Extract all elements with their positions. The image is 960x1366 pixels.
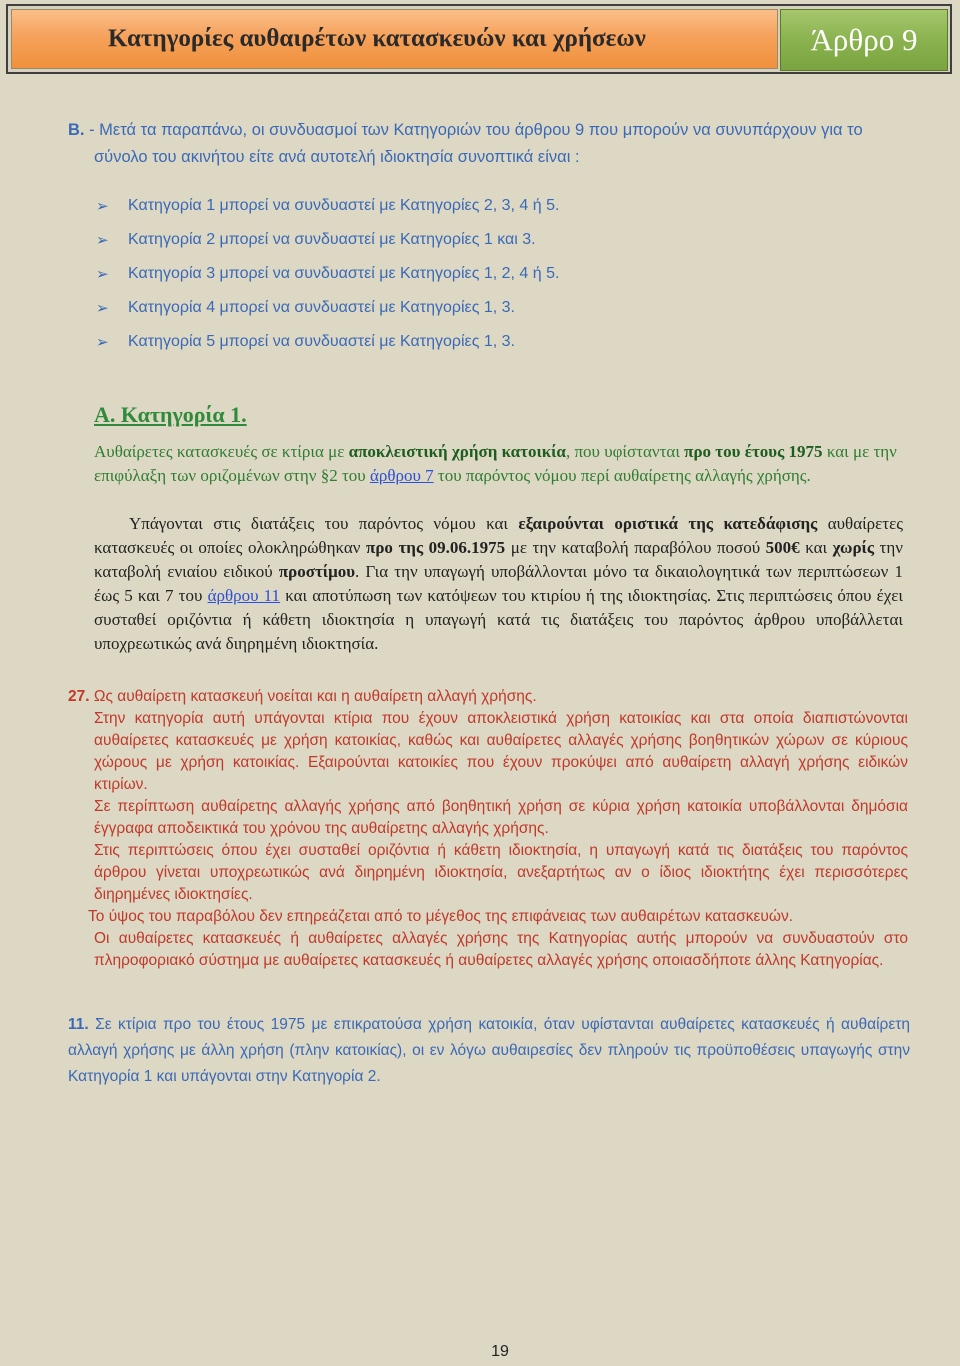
page-number: 19 [491, 1343, 509, 1360]
category-definition-paragraph [94, 440, 914, 488]
note-number: 27. [68, 688, 90, 705]
text-run: την καταβολή ενιαίου ειδικού [94, 538, 903, 581]
bold-run: εξαιρούνται οριστικά της κατεδάφισης [518, 514, 818, 533]
text-run: αυθαίρετες κατασκευές οι οποίες ολοκληρώθηκαν [94, 514, 903, 557]
document-title-text: Κατηγορίες αυθαιρέτων κατασκευών και χρήσεων [108, 25, 646, 52]
note-text: Σε κτίρια προ του έτους 1975 με επικρατούσα χρήση κατοικία, όταν υφίστανται αυθαίρετες κατασκευές ή αυθαίρετη αλλαγή χρήσης με άλλη χρήση (πλην κατοικίας), οι εν λόγω αυθαιρεσίες δεν πληρούν τις προϋποθέσεις υπαγωγής στην Κατηγορία 1 και υπάγονται στην Κατηγορία 2. [68, 1016, 910, 1085]
arrow-bullet-icon: ➢ [96, 266, 109, 283]
list-item-text: Κατηγορία 5 μπορεί να συνδυαστεί με Κατηγορίες 1, 3. [128, 333, 515, 350]
list-item-text: Κατηγορία 2 μπορεί να συνδυαστεί με Κατηγορίες 1 και 3. [128, 231, 536, 248]
combination-list [96, 189, 916, 359]
article-11-link[interactable]: άρθρου 11 [207, 586, 281, 605]
text-run: και αποτύπωση των κατόψεων του κτιρίου ή της ιδιοκτησίας. Στις περιπτώσεις όπου έχει συσταθεί οριζόντια ή κάθετη ιδιοκτησία η υπαγωγή κατά τις διατάξεις του παρόντος άρθρου υποβάλλεται υποχρεωτικώς ανά διηρημένη ιδιοκτησία. [94, 586, 903, 653]
text-run: . Για την υπαγωγή υποβάλλονται μόνο τα δικαιολογητικά των περιπτώσεων 1 έως 5 και 7 του [94, 562, 903, 605]
text-run: Αυθαίρετες κατασκευές σε κτίρια με [94, 442, 349, 461]
note-number: 11. [68, 1016, 89, 1033]
arrow-bullet-icon: ➢ [96, 300, 109, 317]
arrow-bullet-icon: ➢ [96, 198, 109, 215]
bold-run: προ του έτους 1975 [684, 442, 823, 461]
document-title [11, 9, 778, 69]
bold-run: προ της 09.06.1975 [366, 538, 506, 557]
text-run: του παρόντος νόμου περί αυθαίρετης αλλαγής χρήσης. [433, 466, 811, 485]
list-item [96, 189, 916, 223]
list-item-text: Κατηγορία 3 μπορεί να συνδυαστεί με Κατηγορίες 1, 2, 4 ή 5. [128, 265, 560, 282]
text-run: Υπάγονται στις διατάξεις του παρόντος νόμου και [129, 514, 519, 533]
note-paragraph: Στις περιπτώσεις όπου έχει συσταθεί οριζόντια ή κάθετη ιδιοκτησία, η υπαγωγή κατά τις διατάξεις του παρόντος άρθρου γίνεται υποχρεωτικώς ανά διηρημένη ιδιοκτησία, ανεξαρτήτως αν ο ίδιος ιδιοκτήτης έχει περισσότερες διηρημένες ιδιοκτησίες. [94, 842, 908, 903]
note-paragraph: Το ύψος του παραβόλου δεν επηρεάζεται από το μέγεθος της επιφάνειας των αυθαιρέτων κατασκευών. [88, 908, 794, 925]
article-7-link[interactable]: άρθρου 7 [369, 466, 434, 485]
bold-run: αποκλειστική χρήση κατοικία [348, 442, 566, 461]
intro-text-line1: - Μετά τα παραπάνω, οι συνδυασμοί των Κατηγοριών του άρθρου 9 που μπορούν να συνυπάρχουν για το [89, 121, 863, 139]
note-line: Ως αυθαίρετη κατασκευή νοείται και η αυθαίρετη αλλαγή χρήσης. [93, 688, 537, 705]
list-item-text: Κατηγορία 1 μπορεί να συνδυαστεί με Κατηγορίες 2, 3, 4 ή 5. [128, 197, 560, 214]
article-badge-text: Άρθρο 9 [810, 22, 918, 57]
list-item [96, 223, 916, 257]
bold-run: χωρίς [832, 538, 875, 557]
article-badge [780, 9, 948, 71]
text-run: και με την επιφύλαξη των οριζομένων στην §2 του [94, 442, 897, 485]
list-item-text: Κατηγορία 4 μπορεί να συνδυαστεί με Κατηγορίες 1, 3. [128, 299, 515, 316]
note-11 [68, 1012, 910, 1090]
note-27 [68, 686, 908, 972]
list-item [96, 257, 916, 291]
arrow-bullet-icon: ➢ [96, 232, 109, 249]
intro-label: Β. [68, 121, 85, 139]
note-paragraph: Οι αυθαίρετες κατασκευές ή αυθαίρετες αλλαγές χρήσης της Κατηγορίας αυτής μπορούν να συνδυαστούν στο πληροφοριακό σύστημα με αυθαίρετες κατασκευές ή αυθαίρετες αλλαγές χρήσης οποιασδήποτε άλλης Κατηγορίας. [94, 930, 908, 969]
text-run: με την καταβολή παραβόλου ποσού [505, 538, 766, 557]
section-heading: Α. Κατηγορία 1. [94, 402, 247, 427]
list-item [96, 291, 916, 325]
intro-paragraph [68, 117, 910, 171]
note-paragraph: Στην κατηγορία αυτή υπάγονται κτίρια που έχουν αποκλειστικά χρήση κατοικίας και στα οποία διαπιστώνονται αυθαίρετες κατασκευές με χρήση κατοικίας, καθώς και αυθαίρετες αλλαγές χρήσης βοηθητικών χώρων σε κύριους χώρους με χρήση κατοικίας. Εξαιρούνται κατοικίες που έχουν προκύψει από αυθαίρετη αλλαγή χρήσης ειδικών κτιρίων. [94, 710, 908, 793]
text-run: και [799, 538, 833, 557]
conditions-paragraph [94, 512, 903, 656]
arrow-bullet-icon: ➢ [96, 334, 109, 351]
bold-run: 500€ [765, 538, 800, 557]
list-item [96, 325, 916, 359]
header-banner [6, 4, 952, 74]
bold-run: προστίμου [278, 562, 356, 581]
intro-text-line2: σύνολο του ακινήτου είτε ανά αυτοτελή ιδιοκτησία συνοπτικά είναι : [94, 148, 580, 166]
note-paragraph: Σε περίπτωση αυθαίρετης αλλαγής χρήσης από βοηθητική χρήση σε κύρια χρήση κατοικία υποβάλλονται δημόσια έγγραφα αποδεικτικά του χρόνου της αυθαίρετης αλλαγής χρήσης. [94, 798, 908, 837]
text-run: , που υφίστανται [565, 442, 685, 461]
